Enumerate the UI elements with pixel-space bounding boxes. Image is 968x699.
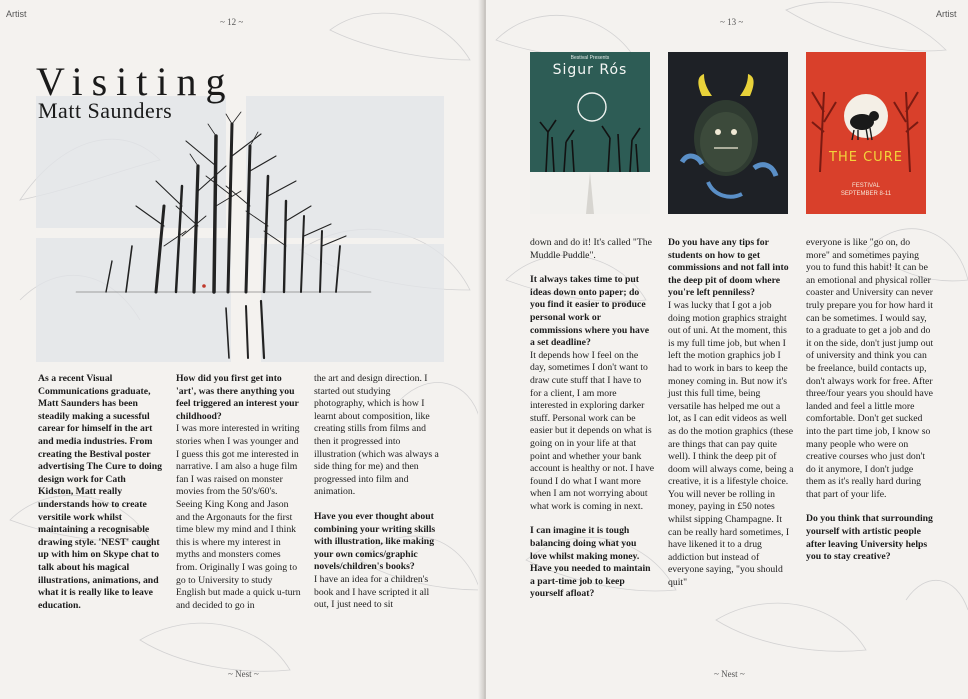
answer-5-cont: everyone is like "go on, do more" and sometimes paying you to fund this habit! It can be an emotional and physical roller coaster and University can never truly prepare you for how hard it can be sometimes. I would say, to a graduate to get a job and do it on the side, don't just jump out of university and think you can be freelance, build contacts up, don't always work for free. After three/four years you should have landed and feel a little more comfortable. Don't get sucked into the part time job, I know so many people who were on creative courses who just don't do it anymore, I don't judge them as it's really hard during that part of your life. [806,237,934,500]
page-title: Visiting [36,59,235,104]
left-column-2 [176,373,304,612]
answer-5: I was lucky that I got a job doing motion graphics straight out of uni. At the moment, this is my full time job, but when I left the motion graphics job I had to work in bars to keep the money coming in. But now it's just this full time, being versatile has helped me out a lot, as I can edit videos as well as do the motion graphics (these are things that can pay quite well). I think the deep pit of doom will always come, being a creative, it is a lifestyle choice. You will never be rolling in money, paying in £50 notes whilst sipping Champagne. It can be really hard sometimes, I have likened it to a drug addiction but instead of everyone saying, "you should quit" [668,299,794,589]
section-label: Artist [936,9,957,19]
poster-kicker: Bestival Presents [570,55,610,61]
question-2: Have you ever thought about combining your writing skills with illustration, like making your own comics/graphic novels/children's books? [314,510,436,573]
poster-caption: FESTIVAL SEPTEMBER 8-11 [840,183,892,197]
section-label: Artist [6,9,27,19]
intro-text: As a recent Visual Communications graduate, Matt Saunders has been steadily making a sucessful carear for himself in the art and media industries. From creating the Bestival poster advertising The Cure to doing design work for Cath Kidston, Matt really understands how to create versitile work whilst maintaining a recognisable drawing style. 'NEST' caught up with him on Skype chat to talk about his magical illustrations, animations, and what it is really like to leave education. [38,373,162,611]
question-4: I can imagine it is tough balancing doing what you love whilst making money. Have you needed to maintain a part-time job to keep yourself afloat? [530,525,651,600]
question-1: How did you first get into 'art', was there anything you feel triggered an interest your childhood? [176,373,299,422]
winter-forest-illustration [36,96,444,362]
page-number: ~ 13 ~ [720,17,744,27]
right-page [486,0,968,699]
magazine-footer: ~ Nest ~ [228,669,259,679]
illustration-area [36,96,444,362]
poster-the-cure [806,52,926,214]
question-6: Do you think that surrounding yourself with artistic people after leaving University helps you to stay creative? [806,513,933,563]
right-column-3 [806,237,934,564]
poster-monster [668,52,788,214]
poster-monster-art [668,52,788,214]
answer-3: It depends how I feel on the day, sometimes I don't want to draw cute stuff that I have to for a client, I am more interested in exploring darker stuff. Personal work can be easier but it depends on what is going on in your life at that point and whether your bank account is healthy or not. I have found I do what I want more when I am not worrying about what work is coming in next. [530,349,655,512]
artist-name: Matt Saunders [38,98,173,123]
magazine-footer: ~ Nest ~ [714,669,745,679]
poster-title: Sigur Rós [552,62,628,78]
left-column-3 [314,373,442,612]
page-number: ~ 12 ~ [220,17,244,27]
answer-2-cont: down and do it! It's called "The Muddle Puddle". [530,237,652,261]
intro-column [38,373,162,612]
question-3: It always takes time to put ideas down onto paper; do you find it easier to produce personal work or commissions where you have a set deadline? [530,274,650,349]
answer-1-cont: the art and design direction. I started out studying photography, which is how I learnt about composition, like creating stills from films and then it progressed into illustration (which was always a side thing for me) and then progressed into film and animation. [314,373,439,498]
answer-1: I was more interested in writing stories when I was younger and I guess this got me interested in narrative. I am also a huge film fan I was raised on monster movies from the 50's/60's. Seeing King Kong and Jason and the Argonauts for the first time blew my mind and I think this is where my interest in myths and monsters comes from. Originally I was going to go to University to study English but made a quick u-turn and decided to go in [176,423,301,611]
poster-title: THE CURE [829,150,903,165]
right-column-2 [668,237,794,590]
answer-2: I have an idea for a children's book and I have scripted it all out, I just need to sit [314,573,430,611]
poster-sigur-ros [530,52,650,214]
right-column-1 [530,237,654,601]
question-5: Do you have any tips for students on how to get commissions and not fall into the deep pit of doom where you're left penniless? [668,237,789,299]
